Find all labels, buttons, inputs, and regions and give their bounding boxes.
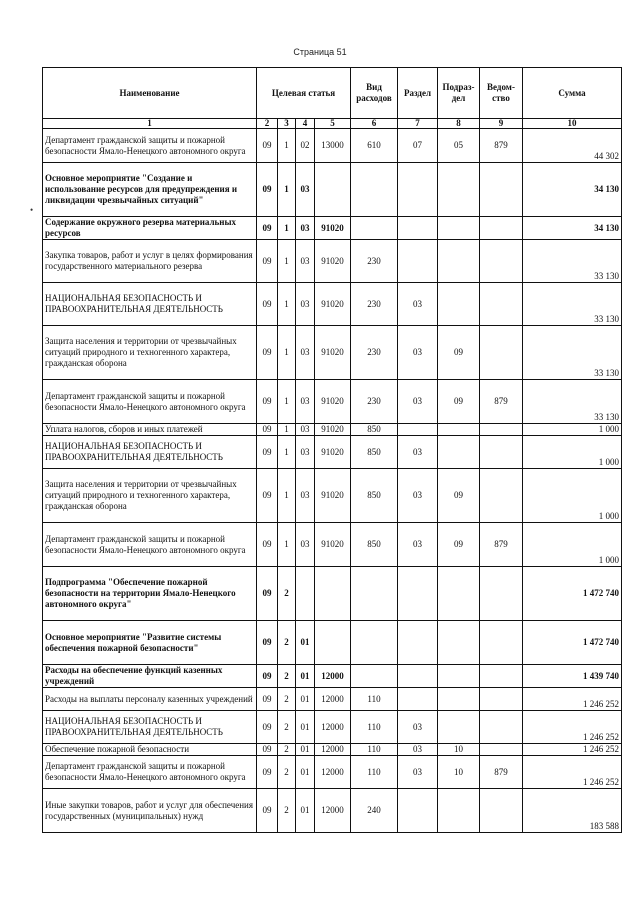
section bbox=[398, 789, 438, 833]
column-number: 9 bbox=[480, 119, 523, 129]
target-code-program: 09 bbox=[257, 469, 278, 523]
target-code-program: 09 bbox=[257, 217, 278, 240]
expense-type: 850 bbox=[351, 436, 398, 469]
expense-type: 110 bbox=[351, 744, 398, 756]
row-name: Департамент гражданской защиты и пожарной безопасности Ямало-Ненецкого автономного округа bbox=[43, 756, 257, 789]
section bbox=[398, 621, 438, 665]
amount: 1 246 252 bbox=[523, 756, 622, 789]
target-code-subprogram: 1 bbox=[278, 217, 296, 240]
target-code-subprogram: 1 bbox=[278, 163, 296, 217]
subsection bbox=[438, 789, 480, 833]
row-name: Содержание окружного резерва материальных ресурсов bbox=[43, 217, 257, 240]
row-name: Департамент гражданской защиты и пожарной безопасности Ямало-Ненецкого автономного округа bbox=[43, 380, 257, 424]
target-code-direction: 91020 bbox=[315, 326, 351, 380]
column-number: 3 bbox=[278, 119, 296, 129]
table-row bbox=[43, 240, 622, 283]
target-code-activity: 01 bbox=[296, 665, 315, 688]
amount: 33 130 bbox=[523, 240, 622, 283]
target-code-direction: 12000 bbox=[315, 789, 351, 833]
table-row bbox=[43, 436, 622, 469]
amount: 33 130 bbox=[523, 283, 622, 326]
amount: 34 130 bbox=[523, 217, 622, 240]
target-code-direction: 13000 bbox=[315, 129, 351, 163]
department bbox=[480, 283, 523, 326]
row-name: Обеспечение пожарной безопасности bbox=[43, 744, 257, 756]
section bbox=[398, 217, 438, 240]
target-code-subprogram: 1 bbox=[278, 380, 296, 424]
target-code-direction: 91020 bbox=[315, 469, 351, 523]
col-header-amount: Сумма bbox=[523, 68, 622, 119]
subsection: 09 bbox=[438, 469, 480, 523]
table-row bbox=[43, 424, 622, 436]
table-row bbox=[43, 326, 622, 380]
target-code-program: 09 bbox=[257, 523, 278, 567]
table-row bbox=[43, 129, 622, 163]
department: 879 bbox=[480, 129, 523, 163]
target-code-direction: 12000 bbox=[315, 665, 351, 688]
section bbox=[398, 163, 438, 217]
row-name: Защита населения и территории от чрезвычайных ситуаций природного и техногенного характера, гражданская оборона bbox=[43, 469, 257, 523]
column-number: 2 bbox=[257, 119, 278, 129]
expense-type bbox=[351, 665, 398, 688]
table-row bbox=[43, 711, 622, 744]
target-code-activity: 01 bbox=[296, 711, 315, 744]
subsection bbox=[438, 711, 480, 744]
section: 03 bbox=[398, 469, 438, 523]
department bbox=[480, 424, 523, 436]
target-code-program: 09 bbox=[257, 283, 278, 326]
expense-type: 230 bbox=[351, 380, 398, 424]
amount: 183 588 bbox=[523, 789, 622, 833]
target-code-direction: 12000 bbox=[315, 688, 351, 711]
department: 879 bbox=[480, 756, 523, 789]
subsection bbox=[438, 436, 480, 469]
subsection: 09 bbox=[438, 326, 480, 380]
department bbox=[480, 621, 523, 665]
target-code-subprogram: 2 bbox=[278, 665, 296, 688]
target-code-direction: 91020 bbox=[315, 436, 351, 469]
col-header-target: Целевая статья bbox=[257, 68, 351, 119]
expense-type bbox=[351, 621, 398, 665]
header-row bbox=[43, 68, 622, 119]
target-code-direction: 91020 bbox=[315, 424, 351, 436]
subsection: 09 bbox=[438, 380, 480, 424]
page-header: Страница 51 bbox=[293, 47, 347, 57]
target-code-subprogram: 2 bbox=[278, 711, 296, 744]
target-code-program: 09 bbox=[257, 163, 278, 217]
amount: 33 130 bbox=[523, 380, 622, 424]
table-row bbox=[43, 744, 622, 756]
subsection bbox=[438, 163, 480, 217]
target-code-program: 09 bbox=[257, 240, 278, 283]
section bbox=[398, 688, 438, 711]
department bbox=[480, 688, 523, 711]
department bbox=[480, 436, 523, 469]
amount: 1 472 740 bbox=[523, 567, 622, 621]
target-code-activity: 01 bbox=[296, 688, 315, 711]
column-number: 4 bbox=[296, 119, 315, 129]
expense-type: 240 bbox=[351, 789, 398, 833]
row-name: Иные закупки товаров, работ и услуг для обеспечения государственных (муниципальных) нужд bbox=[43, 789, 257, 833]
section bbox=[398, 665, 438, 688]
section: 03 bbox=[398, 756, 438, 789]
expense-type bbox=[351, 567, 398, 621]
department bbox=[480, 240, 523, 283]
department bbox=[480, 163, 523, 217]
col-header-subsection: Подраз-дел bbox=[438, 68, 480, 119]
subsection bbox=[438, 688, 480, 711]
column-number: 5 bbox=[315, 119, 351, 129]
table-row bbox=[43, 217, 622, 240]
row-name: Основное мероприятие "Создание и использование ресурсов для предупреждения и ликвидации чрезвычайных ситуаций" bbox=[43, 163, 257, 217]
section: 07 bbox=[398, 129, 438, 163]
subsection: 10 bbox=[438, 756, 480, 789]
target-code-activity: 03 bbox=[296, 523, 315, 567]
row-name: Закупка товаров, работ и услуг в целях формирования государственного материального резерва bbox=[43, 240, 257, 283]
row-name: Защита населения и территории от чрезвычайных ситуаций природного и техногенного характера, гражданская оборона bbox=[43, 326, 257, 380]
target-code-activity: 03 bbox=[296, 283, 315, 326]
target-code-activity: 01 bbox=[296, 744, 315, 756]
target-code-activity: 03 bbox=[296, 326, 315, 380]
target-code-activity: 03 bbox=[296, 469, 315, 523]
target-code-subprogram: 1 bbox=[278, 436, 296, 469]
target-code-subprogram: 2 bbox=[278, 621, 296, 665]
subsection: 10 bbox=[438, 744, 480, 756]
target-code-direction: 12000 bbox=[315, 711, 351, 744]
table-row bbox=[43, 688, 622, 711]
row-name: НАЦИОНАЛЬНАЯ БЕЗОПАСНОСТЬ И ПРАВООХРАНИТЕЛЬНАЯ ДЕЯТЕЛЬНОСТЬ bbox=[43, 283, 257, 326]
target-code-subprogram: 1 bbox=[278, 240, 296, 283]
section: 03 bbox=[398, 711, 438, 744]
target-code-program: 09 bbox=[257, 424, 278, 436]
amount: 1 000 bbox=[523, 436, 622, 469]
department bbox=[480, 711, 523, 744]
expense-type: 610 bbox=[351, 129, 398, 163]
amount: 44 302 bbox=[523, 129, 622, 163]
subsection bbox=[438, 283, 480, 326]
department bbox=[480, 326, 523, 380]
table-row bbox=[43, 380, 622, 424]
row-name: НАЦИОНАЛЬНАЯ БЕЗОПАСНОСТЬ И ПРАВООХРАНИТЕЛЬНАЯ ДЕЯТЕЛЬНОСТЬ bbox=[43, 436, 257, 469]
target-code-program: 09 bbox=[257, 756, 278, 789]
table-row bbox=[43, 665, 622, 688]
target-code-program: 09 bbox=[257, 326, 278, 380]
amount: 34 130 bbox=[523, 163, 622, 217]
subsection bbox=[438, 665, 480, 688]
department: 879 bbox=[480, 523, 523, 567]
target-code-activity: 02 bbox=[296, 129, 315, 163]
row-name: Расходы на выплаты персоналу казенных учреждений bbox=[43, 688, 257, 711]
stray-mark: • bbox=[30, 205, 34, 215]
table-row bbox=[43, 469, 622, 523]
row-name: Уплата налогов, сборов и иных платежей bbox=[43, 424, 257, 436]
expense-type: 850 bbox=[351, 424, 398, 436]
department bbox=[480, 469, 523, 523]
row-name: Расходы на обеспечение функций казенных учреждений bbox=[43, 665, 257, 688]
target-code-direction bbox=[315, 567, 351, 621]
col-header-name: Наименование bbox=[43, 68, 257, 119]
amount: 1 000 bbox=[523, 424, 622, 436]
col-header-expense-type: Вид расходов bbox=[351, 68, 398, 119]
target-code-subprogram: 1 bbox=[278, 283, 296, 326]
target-code-subprogram: 2 bbox=[278, 688, 296, 711]
target-code-subprogram: 1 bbox=[278, 469, 296, 523]
expense-type: 230 bbox=[351, 283, 398, 326]
department bbox=[480, 665, 523, 688]
subsection: 05 bbox=[438, 129, 480, 163]
table-row bbox=[43, 789, 622, 833]
target-code-activity: 03 bbox=[296, 380, 315, 424]
target-code-subprogram: 2 bbox=[278, 756, 296, 789]
section bbox=[398, 240, 438, 283]
target-code-direction: 91020 bbox=[315, 283, 351, 326]
column-number: 7 bbox=[398, 119, 438, 129]
expense-type: 110 bbox=[351, 756, 398, 789]
row-name: Департамент гражданской защиты и пожарной безопасности Ямало-Ненецкого автономного округа bbox=[43, 129, 257, 163]
target-code-activity: 03 bbox=[296, 436, 315, 469]
table-row bbox=[43, 621, 622, 665]
subsection bbox=[438, 567, 480, 621]
target-code-activity: 03 bbox=[296, 240, 315, 283]
column-number: 10 bbox=[523, 119, 622, 129]
subsection: 09 bbox=[438, 523, 480, 567]
department bbox=[480, 789, 523, 833]
target-code-subprogram: 2 bbox=[278, 744, 296, 756]
target-code-subprogram: 1 bbox=[278, 424, 296, 436]
section: 03 bbox=[398, 380, 438, 424]
column-numbers-row bbox=[43, 119, 622, 129]
section bbox=[398, 567, 438, 621]
table-row bbox=[43, 756, 622, 789]
expense-type: 110 bbox=[351, 711, 398, 744]
column-number: 6 bbox=[351, 119, 398, 129]
department bbox=[480, 744, 523, 756]
expense-type bbox=[351, 217, 398, 240]
column-number: 1 bbox=[43, 119, 257, 129]
target-code-activity: 01 bbox=[296, 621, 315, 665]
target-code-program: 09 bbox=[257, 436, 278, 469]
subsection bbox=[438, 621, 480, 665]
subsection bbox=[438, 424, 480, 436]
target-code-program: 09 bbox=[257, 665, 278, 688]
target-code-program: 09 bbox=[257, 129, 278, 163]
target-code-subprogram: 1 bbox=[278, 129, 296, 163]
expense-type: 110 bbox=[351, 688, 398, 711]
amount: 1 439 740 bbox=[523, 665, 622, 688]
column-number: 8 bbox=[438, 119, 480, 129]
target-code-program: 09 bbox=[257, 789, 278, 833]
target-code-direction: 91020 bbox=[315, 240, 351, 283]
target-code-subprogram: 1 bbox=[278, 326, 296, 380]
expense-type: 230 bbox=[351, 326, 398, 380]
target-code-activity: 01 bbox=[296, 756, 315, 789]
expense-type bbox=[351, 163, 398, 217]
target-code-activity: 03 bbox=[296, 217, 315, 240]
target-code-subprogram: 1 bbox=[278, 523, 296, 567]
target-code-subprogram: 2 bbox=[278, 789, 296, 833]
row-name: Подпрограмма "Обеспечение пожарной безопасности на территории Ямало-Ненецкого автономного округа" bbox=[43, 567, 257, 621]
target-code-activity: 01 bbox=[296, 789, 315, 833]
row-name: Департамент гражданской защиты и пожарной безопасности Ямало-Ненецкого автономного округа bbox=[43, 523, 257, 567]
target-code-program: 09 bbox=[257, 744, 278, 756]
target-code-program: 09 bbox=[257, 567, 278, 621]
target-code-activity bbox=[296, 567, 315, 621]
amount: 33 130 bbox=[523, 326, 622, 380]
section: 03 bbox=[398, 436, 438, 469]
amount: 1 246 252 bbox=[523, 711, 622, 744]
target-code-subprogram: 2 bbox=[278, 567, 296, 621]
row-name: Основное мероприятие "Развитие системы обеспечения пожарной безопасности" bbox=[43, 621, 257, 665]
amount: 1 246 252 bbox=[523, 744, 622, 756]
col-header-section: Раздел bbox=[398, 68, 438, 119]
amount: 1 000 bbox=[523, 523, 622, 567]
target-code-direction: 12000 bbox=[315, 756, 351, 789]
target-code-direction bbox=[315, 621, 351, 665]
target-code-direction: 91020 bbox=[315, 217, 351, 240]
section: 03 bbox=[398, 523, 438, 567]
table-row bbox=[43, 163, 622, 217]
amount: 1 000 bbox=[523, 469, 622, 523]
target-code-program: 09 bbox=[257, 688, 278, 711]
subsection bbox=[438, 240, 480, 283]
department bbox=[480, 567, 523, 621]
section: 03 bbox=[398, 283, 438, 326]
section: 03 bbox=[398, 744, 438, 756]
table-row bbox=[43, 567, 622, 621]
target-code-activity: 03 bbox=[296, 163, 315, 217]
amount: 1 246 252 bbox=[523, 688, 622, 711]
target-code-direction: 91020 bbox=[315, 523, 351, 567]
target-code-program: 09 bbox=[257, 711, 278, 744]
target-code-direction: 91020 bbox=[315, 380, 351, 424]
target-code-activity: 03 bbox=[296, 424, 315, 436]
row-name: НАЦИОНАЛЬНАЯ БЕЗОПАСНОСТЬ И ПРАВООХРАНИТЕЛЬНАЯ ДЕЯТЕЛЬНОСТЬ bbox=[43, 711, 257, 744]
table-row bbox=[43, 523, 622, 567]
target-code-program: 09 bbox=[257, 621, 278, 665]
amount: 1 472 740 bbox=[523, 621, 622, 665]
expense-type: 850 bbox=[351, 523, 398, 567]
budget-table bbox=[42, 67, 622, 833]
department bbox=[480, 217, 523, 240]
section bbox=[398, 424, 438, 436]
table-row bbox=[43, 283, 622, 326]
target-code-direction bbox=[315, 163, 351, 217]
subsection bbox=[438, 217, 480, 240]
target-code-direction: 12000 bbox=[315, 744, 351, 756]
department: 879 bbox=[480, 380, 523, 424]
target-code-program: 09 bbox=[257, 380, 278, 424]
expense-type: 850 bbox=[351, 469, 398, 523]
col-header-department: Ведом-ство bbox=[480, 68, 523, 119]
section: 03 bbox=[398, 326, 438, 380]
expense-type: 230 bbox=[351, 240, 398, 283]
